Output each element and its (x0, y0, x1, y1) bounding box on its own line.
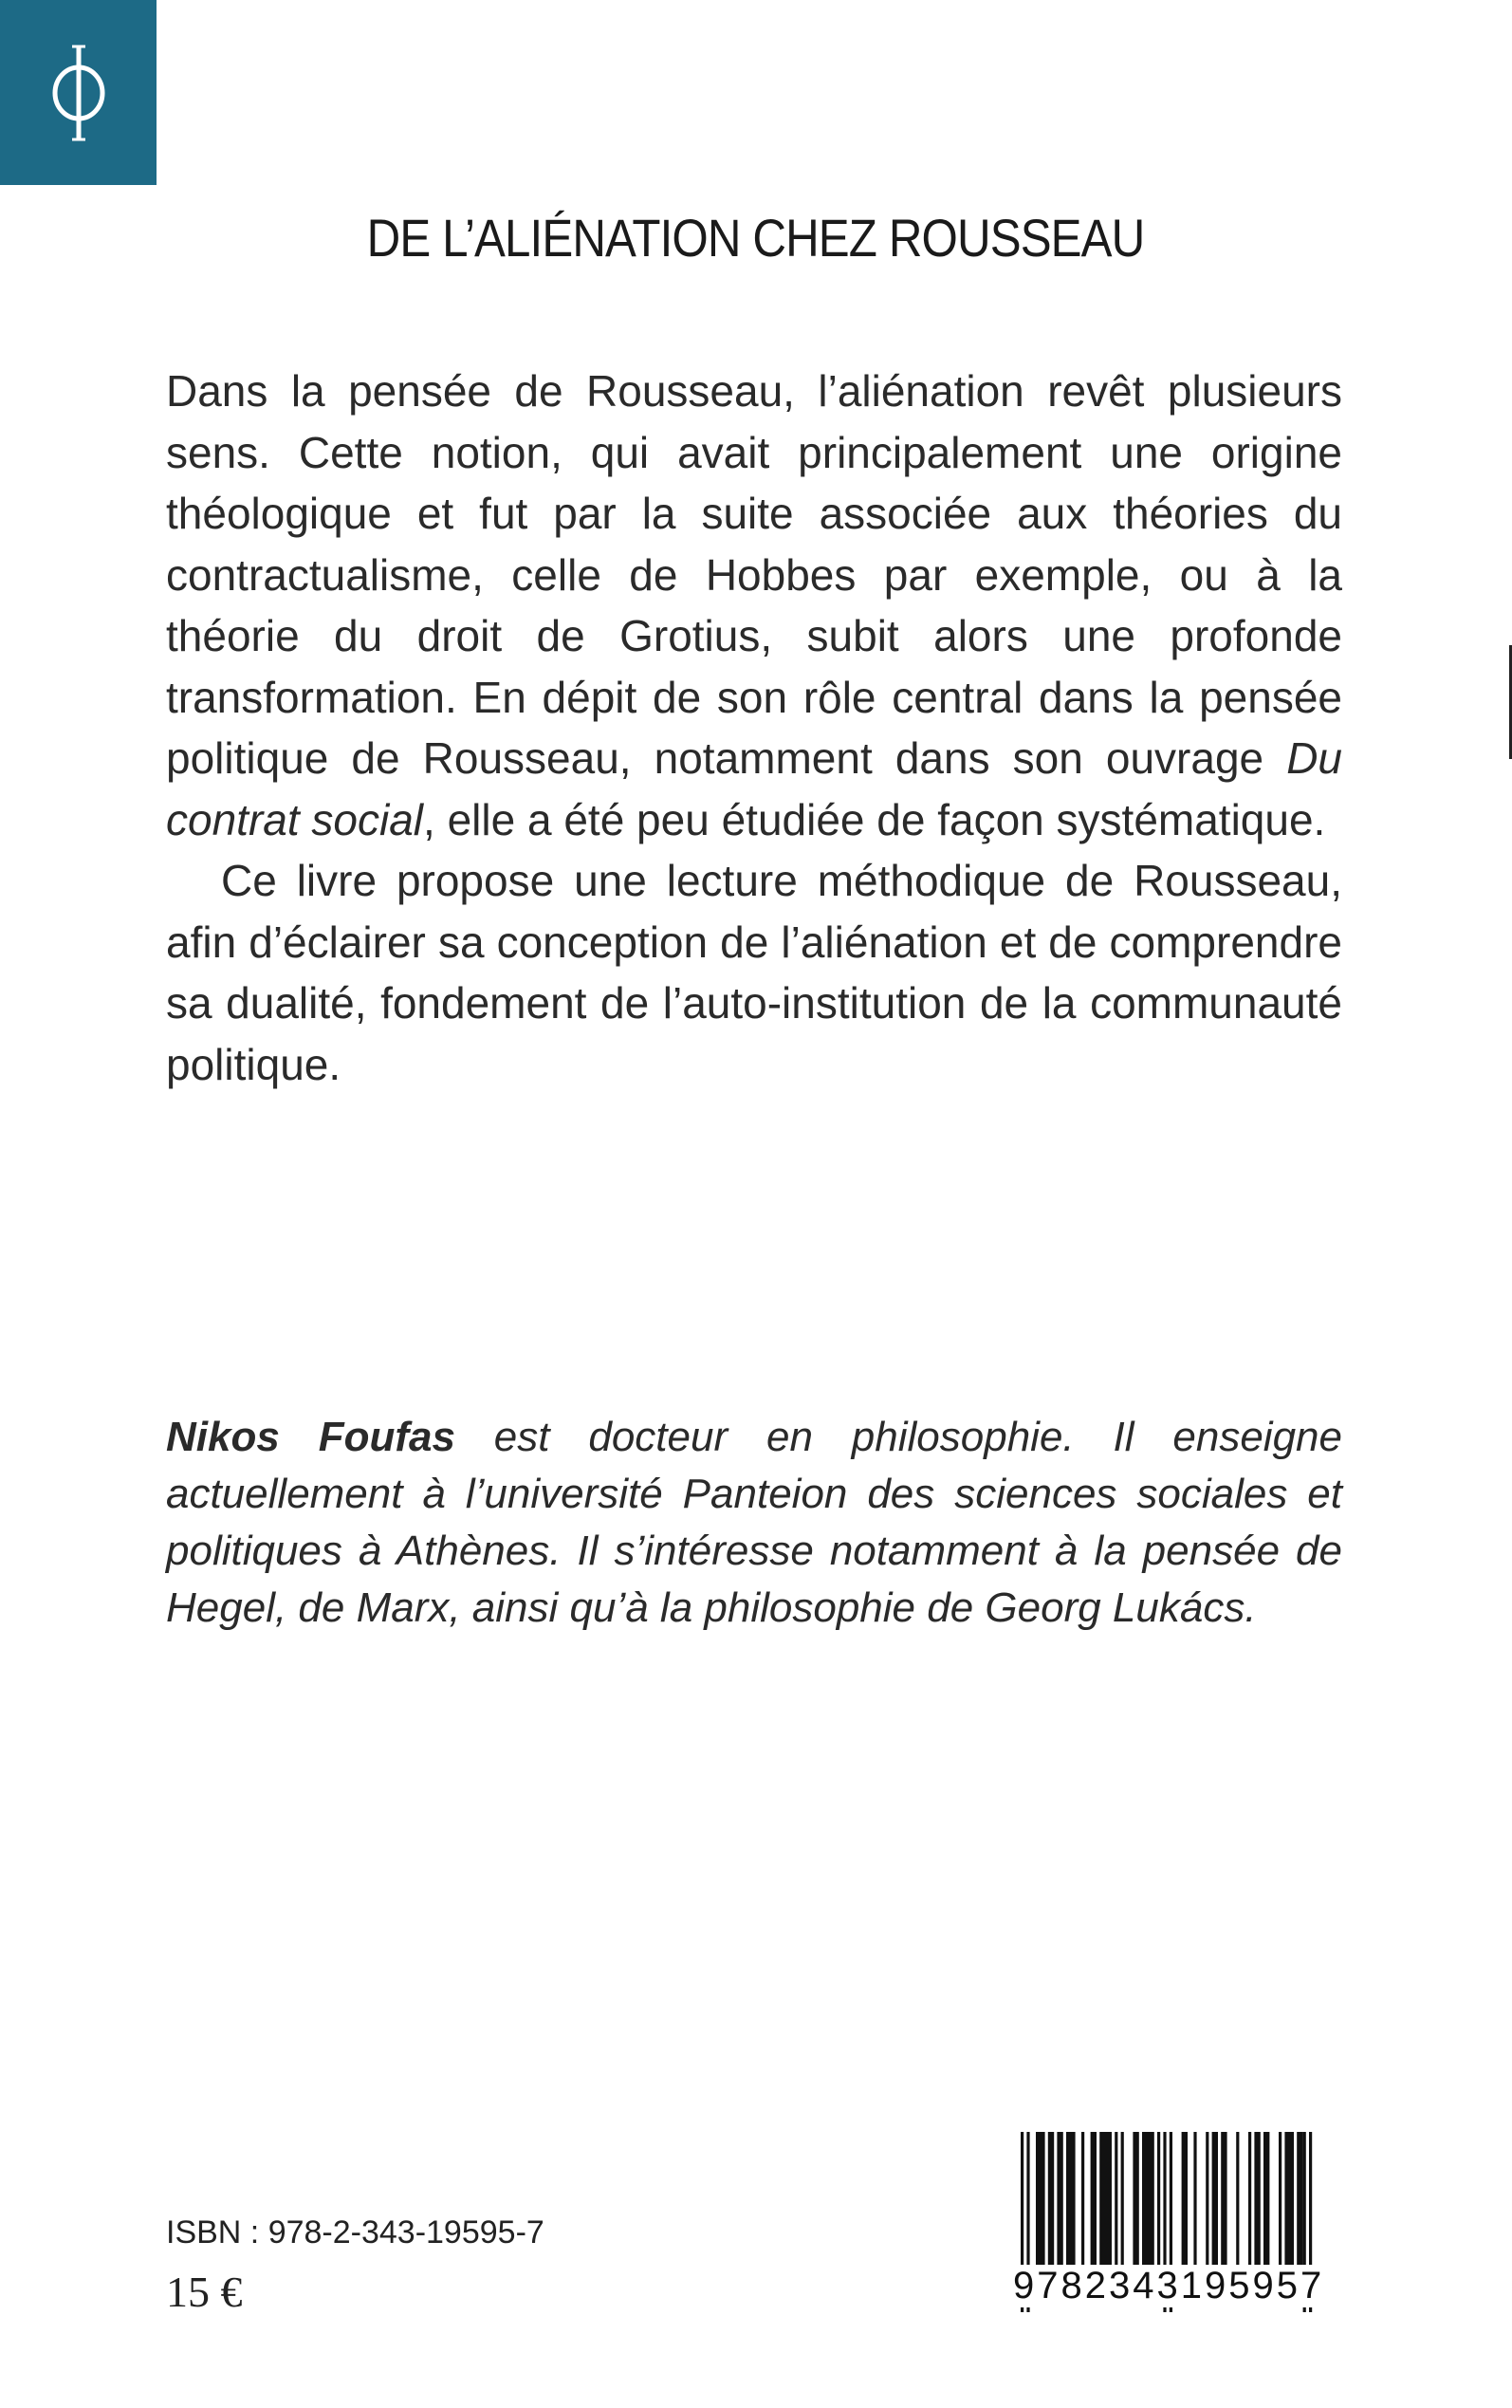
author-bio-text: est docteur en philosophie. Il enseigne actuellement à l’université Panteion des sciences sociales et politiques à Athènes. Il s’intéresse notamment à la pensée de Hegel, de Marx, ainsi qu’à la philosophie de Georg Lukács. (166, 1414, 1342, 1631)
barcode-bar (1036, 2132, 1045, 2265)
phi-icon (41, 41, 117, 145)
barcode-bar (1091, 2132, 1097, 2265)
barcode-bar (1263, 2132, 1269, 2265)
barcode-bar (1297, 2132, 1302, 2265)
barcode-bar (1048, 2132, 1054, 2265)
barcode-bar (1121, 2132, 1124, 2265)
barcode-bar (1221, 2132, 1226, 2265)
barcode-bar (1157, 2132, 1160, 2265)
author-name: Nikos Foufas (166, 1414, 455, 1460)
barcode-bar (1099, 2132, 1112, 2265)
barcode-bar (1284, 2132, 1294, 2265)
barcode-bar (1142, 2132, 1154, 2265)
barcode-bar (1279, 2132, 1282, 2265)
barcode-bar (1182, 2132, 1188, 2265)
barcode-bar (1133, 2132, 1138, 2265)
barcode-bar (1248, 2132, 1251, 2265)
book-title: DE L’ALIÉNATION CHEZ ROUSSEAU (366, 208, 1145, 268)
barcode-digits: 9782343195957 (1013, 2265, 1325, 2306)
barcode-bar (1081, 2132, 1084, 2265)
author-bio (166, 1409, 1342, 1637)
barcode-bar (1115, 2132, 1117, 2265)
publisher-logo (0, 0, 157, 185)
summary-paragraph-2: Ce livre propose une lecture méthodique de Rousseau, afin d’éclairer sa conception de l’aliénation et de comprendre sa dualité, fondement de l’auto-institution de la communauté politique. (166, 856, 1342, 1089)
book-summary (166, 361, 1342, 1095)
summary-paragraph-1: Dans la pensée de Rousseau, l’aliénation revêt plusieurs sens. Cette notion, qui avait principalement une origine théologique et fut par la suite associée aux théories du contractualisme, celle de Hobbes par exemple, ou à la théorie du droit de Grotius, subit alors une profonde transformation. En dépit de son rôle central dans la pensée politique de Rousseau, notamment dans son ouvrage Du contrat social, elle a été peu étudiée de façon systématique. (166, 366, 1342, 844)
barcode-bar (1193, 2132, 1196, 2265)
summary-italic-title: Du contrat social (166, 733, 1342, 844)
barcode-bar (1236, 2132, 1239, 2265)
barcode-bar (1066, 2132, 1076, 2265)
barcode-bar (1212, 2132, 1218, 2265)
isbn: ISBN : 978-2-343-19595-7 (166, 2214, 544, 2251)
barcode-bar (1057, 2132, 1062, 2265)
barcode-bar (1254, 2132, 1260, 2265)
price: 15 € (166, 2268, 243, 2316)
barcode-bar (1206, 2132, 1208, 2265)
